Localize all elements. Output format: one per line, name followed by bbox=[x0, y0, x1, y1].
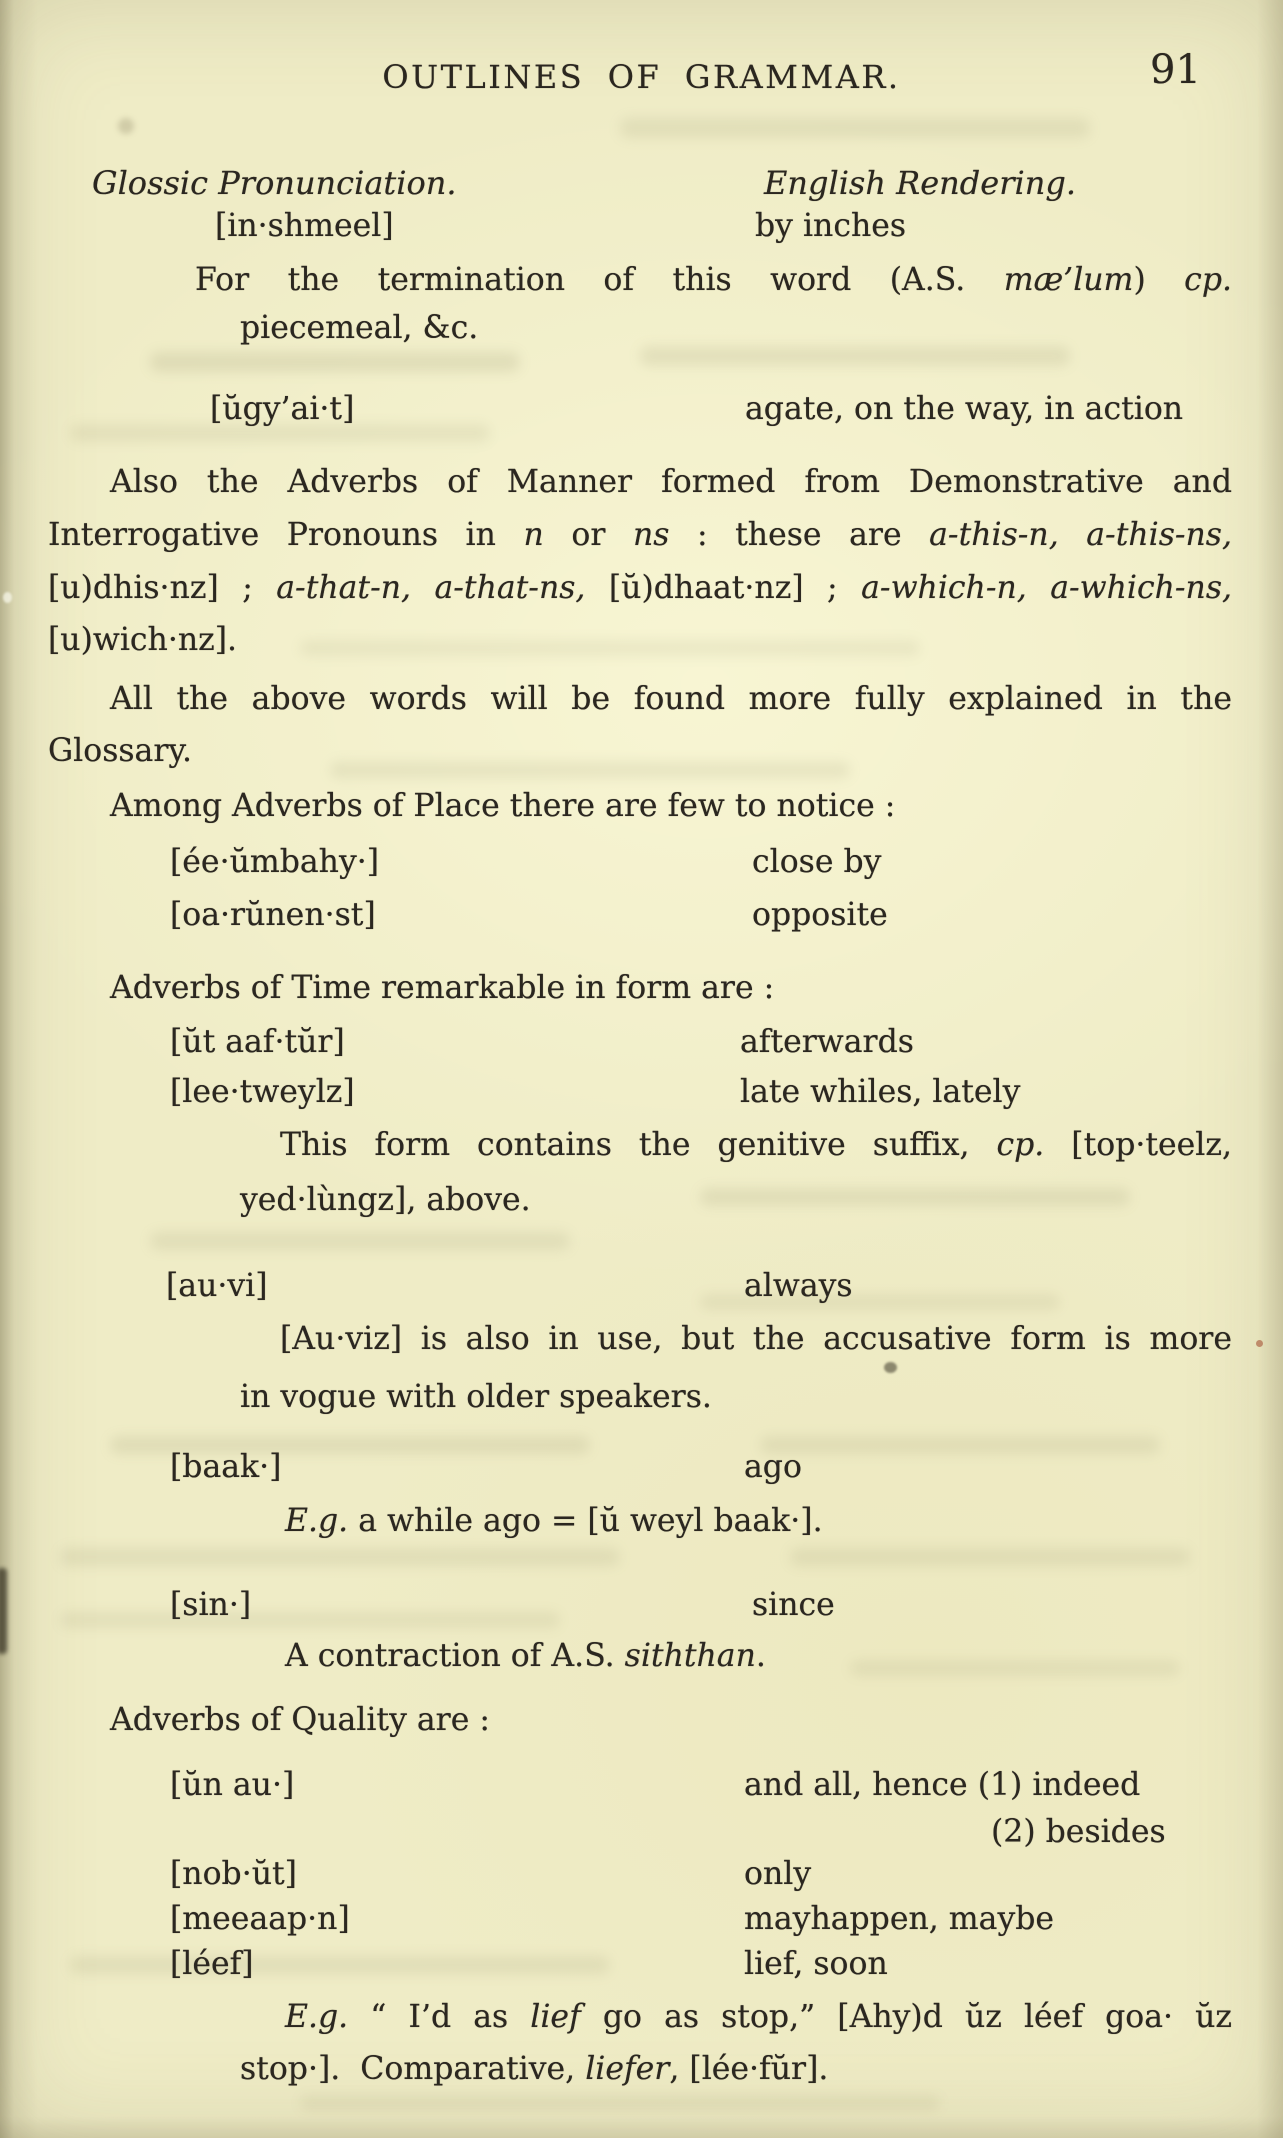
text-segment: Glossary. bbox=[48, 733, 192, 769]
page-header-title: OUTLINES OF GRAMMAR. bbox=[382, 58, 901, 96]
example-ago bbox=[285, 1501, 823, 1541]
bleed-through-smudge bbox=[760, 1436, 1160, 1454]
text-segment: ns bbox=[632, 517, 670, 553]
text-segment: [top·teelz, bbox=[1044, 1127, 1232, 1163]
column-header-english: English Rendering. bbox=[764, 164, 1076, 202]
bleed-through-smudge bbox=[60, 1612, 560, 1628]
entry-meaning-utaaftur: afterwards bbox=[740, 1024, 914, 1060]
entry-pron-inshmeel: [in·shmeel] bbox=[215, 208, 394, 244]
text-segment: lief bbox=[530, 1999, 581, 2035]
entry-meaning-unau: and all, hence (1) indeed bbox=[744, 1767, 1141, 1803]
text-segment: : these are bbox=[669, 517, 930, 553]
para-manner-line4 bbox=[48, 620, 237, 660]
bleed-through-smudge bbox=[300, 2096, 940, 2110]
entry-pron-leetweylz: [lee·tweylz] bbox=[170, 1074, 355, 1110]
entry-pron-oarunenst: [oa·rŭnen·st] bbox=[170, 897, 376, 933]
entry-meaning-meeaapn: mayhappen, maybe bbox=[744, 1901, 1055, 1937]
text-segment: Also the Adverbs of Manner formed from Demonstrative and bbox=[110, 464, 1232, 500]
text-segment: E.g. bbox=[285, 1999, 349, 2035]
text-segment: . bbox=[755, 1638, 766, 1674]
entry-meaning-unau-line2: (2) besides bbox=[991, 1814, 1166, 1850]
text-segment: E.g. bbox=[285, 1503, 349, 1539]
entry-meaning-sin: since bbox=[752, 1587, 835, 1623]
bleed-through-smudge bbox=[620, 118, 1090, 138]
text-segment: , [lée·fŭr]. bbox=[669, 2051, 829, 2087]
bleed-through-smudge bbox=[150, 1232, 570, 1250]
text-segment: piecemeal, &c. bbox=[240, 310, 479, 346]
entry-meaning-nobut: only bbox=[744, 1856, 812, 1892]
entry-pron-utaaftur: [ŭt aaf·tŭr] bbox=[170, 1024, 345, 1060]
entry-pron-auvi: [au·vi] bbox=[166, 1268, 268, 1304]
text-segment: [Au·viz] is also in use, but the accusative form is more bbox=[280, 1321, 1232, 1357]
text-segment: Among Adverbs of Place there are few to notice : bbox=[110, 788, 896, 824]
text-segment: n bbox=[523, 517, 544, 553]
entry-meaning-baak: ago bbox=[744, 1449, 802, 1485]
entry-meaning-auvi: always bbox=[744, 1268, 853, 1304]
text-segment: “ I’d as bbox=[348, 1999, 531, 2035]
text-segment: a-this-n, a-this-ns, bbox=[929, 517, 1232, 553]
page-number: 91 bbox=[1150, 47, 1201, 93]
para-manner-line1 bbox=[110, 462, 1232, 502]
text-segment: A contraction of A.S. bbox=[285, 1638, 625, 1674]
entry-pron-baak: [baak·] bbox=[170, 1449, 282, 1485]
entry-pron-nobut: [nob·ŭt] bbox=[170, 1856, 297, 1892]
bleed-through-smudge bbox=[60, 1548, 620, 1566]
ink-speck bbox=[884, 1362, 897, 1373]
entry-pron-unau: [ŭn au·] bbox=[170, 1767, 295, 1803]
note-auviz-line2 bbox=[240, 1377, 712, 1417]
entry-meaning-inshmeel: by inches bbox=[755, 208, 907, 244]
red-speck bbox=[1256, 1340, 1263, 1347]
text-segment: Adverbs of Quality are : bbox=[110, 1702, 490, 1738]
text-segment: [ŭ)dhaat·nz] ; bbox=[585, 570, 862, 606]
bleed-through-smudge bbox=[640, 346, 1070, 366]
entry-pron-eeumbahy: [ée·ŭmbahy·] bbox=[170, 844, 380, 880]
bleed-through-smudge bbox=[700, 1188, 1130, 1206]
paper-speck bbox=[3, 592, 12, 603]
entry-meaning-oarunenst: opposite bbox=[752, 897, 888, 933]
text-segment: ) bbox=[1133, 262, 1185, 298]
text-segment: stop·]. Comparative, bbox=[240, 2051, 586, 2087]
bleed-through-smudge bbox=[70, 1956, 610, 1974]
text-segment: cp. bbox=[996, 1127, 1045, 1163]
bleed-through-smudge bbox=[300, 640, 920, 656]
heading-adverbs-quality bbox=[110, 1700, 490, 1740]
note-termination-line1 bbox=[195, 260, 1232, 300]
column-header-glossic: Glossic Pronunciation. bbox=[92, 164, 457, 202]
text-segment: [u)wich·nz]. bbox=[48, 622, 238, 658]
text-segment: a-which-n, a-which-ns, bbox=[861, 570, 1233, 606]
text-segment: mæ’lum bbox=[1003, 262, 1134, 298]
entry-pron-leef: [léef] bbox=[170, 1946, 254, 1982]
text-segment: Interrogative Pronouns in bbox=[48, 517, 524, 553]
text-segment: Adverbs of Time remarkable in form are : bbox=[110, 970, 775, 1006]
text-segment: For the termination of this word (A.S. bbox=[195, 262, 1004, 298]
entry-pron-sin: [sin·] bbox=[170, 1587, 252, 1623]
entry-meaning-leetweylz: late whiles, lately bbox=[740, 1074, 1021, 1110]
paper-speck bbox=[118, 118, 134, 134]
para-glossary-line1 bbox=[110, 679, 1232, 719]
entry-meaning-eeumbahy: close by bbox=[752, 844, 882, 880]
note-genitive-line1 bbox=[280, 1125, 1232, 1165]
text-segment: go as stop,” [Ahy)d ŭz léef goa· ŭz bbox=[580, 1999, 1232, 2035]
entry-meaning-leef: lief, soon bbox=[744, 1946, 888, 1982]
example-lief-line2 bbox=[240, 2049, 828, 2089]
text-segment: yed·lùngz], above. bbox=[240, 1182, 531, 1218]
text-segment: in vogue with older speakers. bbox=[240, 1379, 712, 1415]
note-genitive-line2 bbox=[240, 1180, 531, 1220]
note-auviz-line1 bbox=[280, 1319, 1232, 1359]
bleed-through-smudge bbox=[330, 762, 850, 778]
example-lief-line1 bbox=[285, 1997, 1232, 2037]
text-segment: siththan bbox=[624, 1638, 756, 1674]
text-segment: or bbox=[543, 517, 633, 553]
edge-ink-mark bbox=[0, 1568, 7, 1654]
entry-pron-meeaapn: [meeaap·n] bbox=[170, 1901, 350, 1937]
text-segment: All the above words will be found more fully explained in the bbox=[110, 681, 1232, 717]
note-termination-line2 bbox=[240, 308, 478, 348]
para-manner-line2 bbox=[48, 515, 1232, 555]
note-since bbox=[285, 1636, 766, 1676]
heading-adverbs-place bbox=[110, 786, 895, 826]
text-segment: This form contains the genitive suffix, bbox=[280, 1127, 997, 1163]
text-segment: a-that-n, a-that-ns, bbox=[276, 570, 586, 606]
entry-meaning-ugyait: agate, on the way, in action bbox=[745, 391, 1184, 427]
para-glossary-line2 bbox=[48, 731, 192, 771]
text-segment: cp. bbox=[1184, 262, 1232, 298]
text-segment: a while ago = [ŭ weyl baak·]. bbox=[348, 1503, 823, 1539]
para-manner-line3 bbox=[48, 568, 1232, 608]
bleed-through-smudge bbox=[850, 1660, 1180, 1676]
heading-adverbs-time bbox=[110, 968, 774, 1008]
text-segment: [u)dhis·nz] ; bbox=[48, 570, 277, 606]
text-segment: liefer bbox=[585, 2051, 670, 2087]
bleed-through-smudge bbox=[790, 1548, 1190, 1566]
entry-pron-ugyait: [ŭgy’ai·t] bbox=[210, 391, 355, 427]
bleed-through-smudge bbox=[150, 352, 520, 372]
